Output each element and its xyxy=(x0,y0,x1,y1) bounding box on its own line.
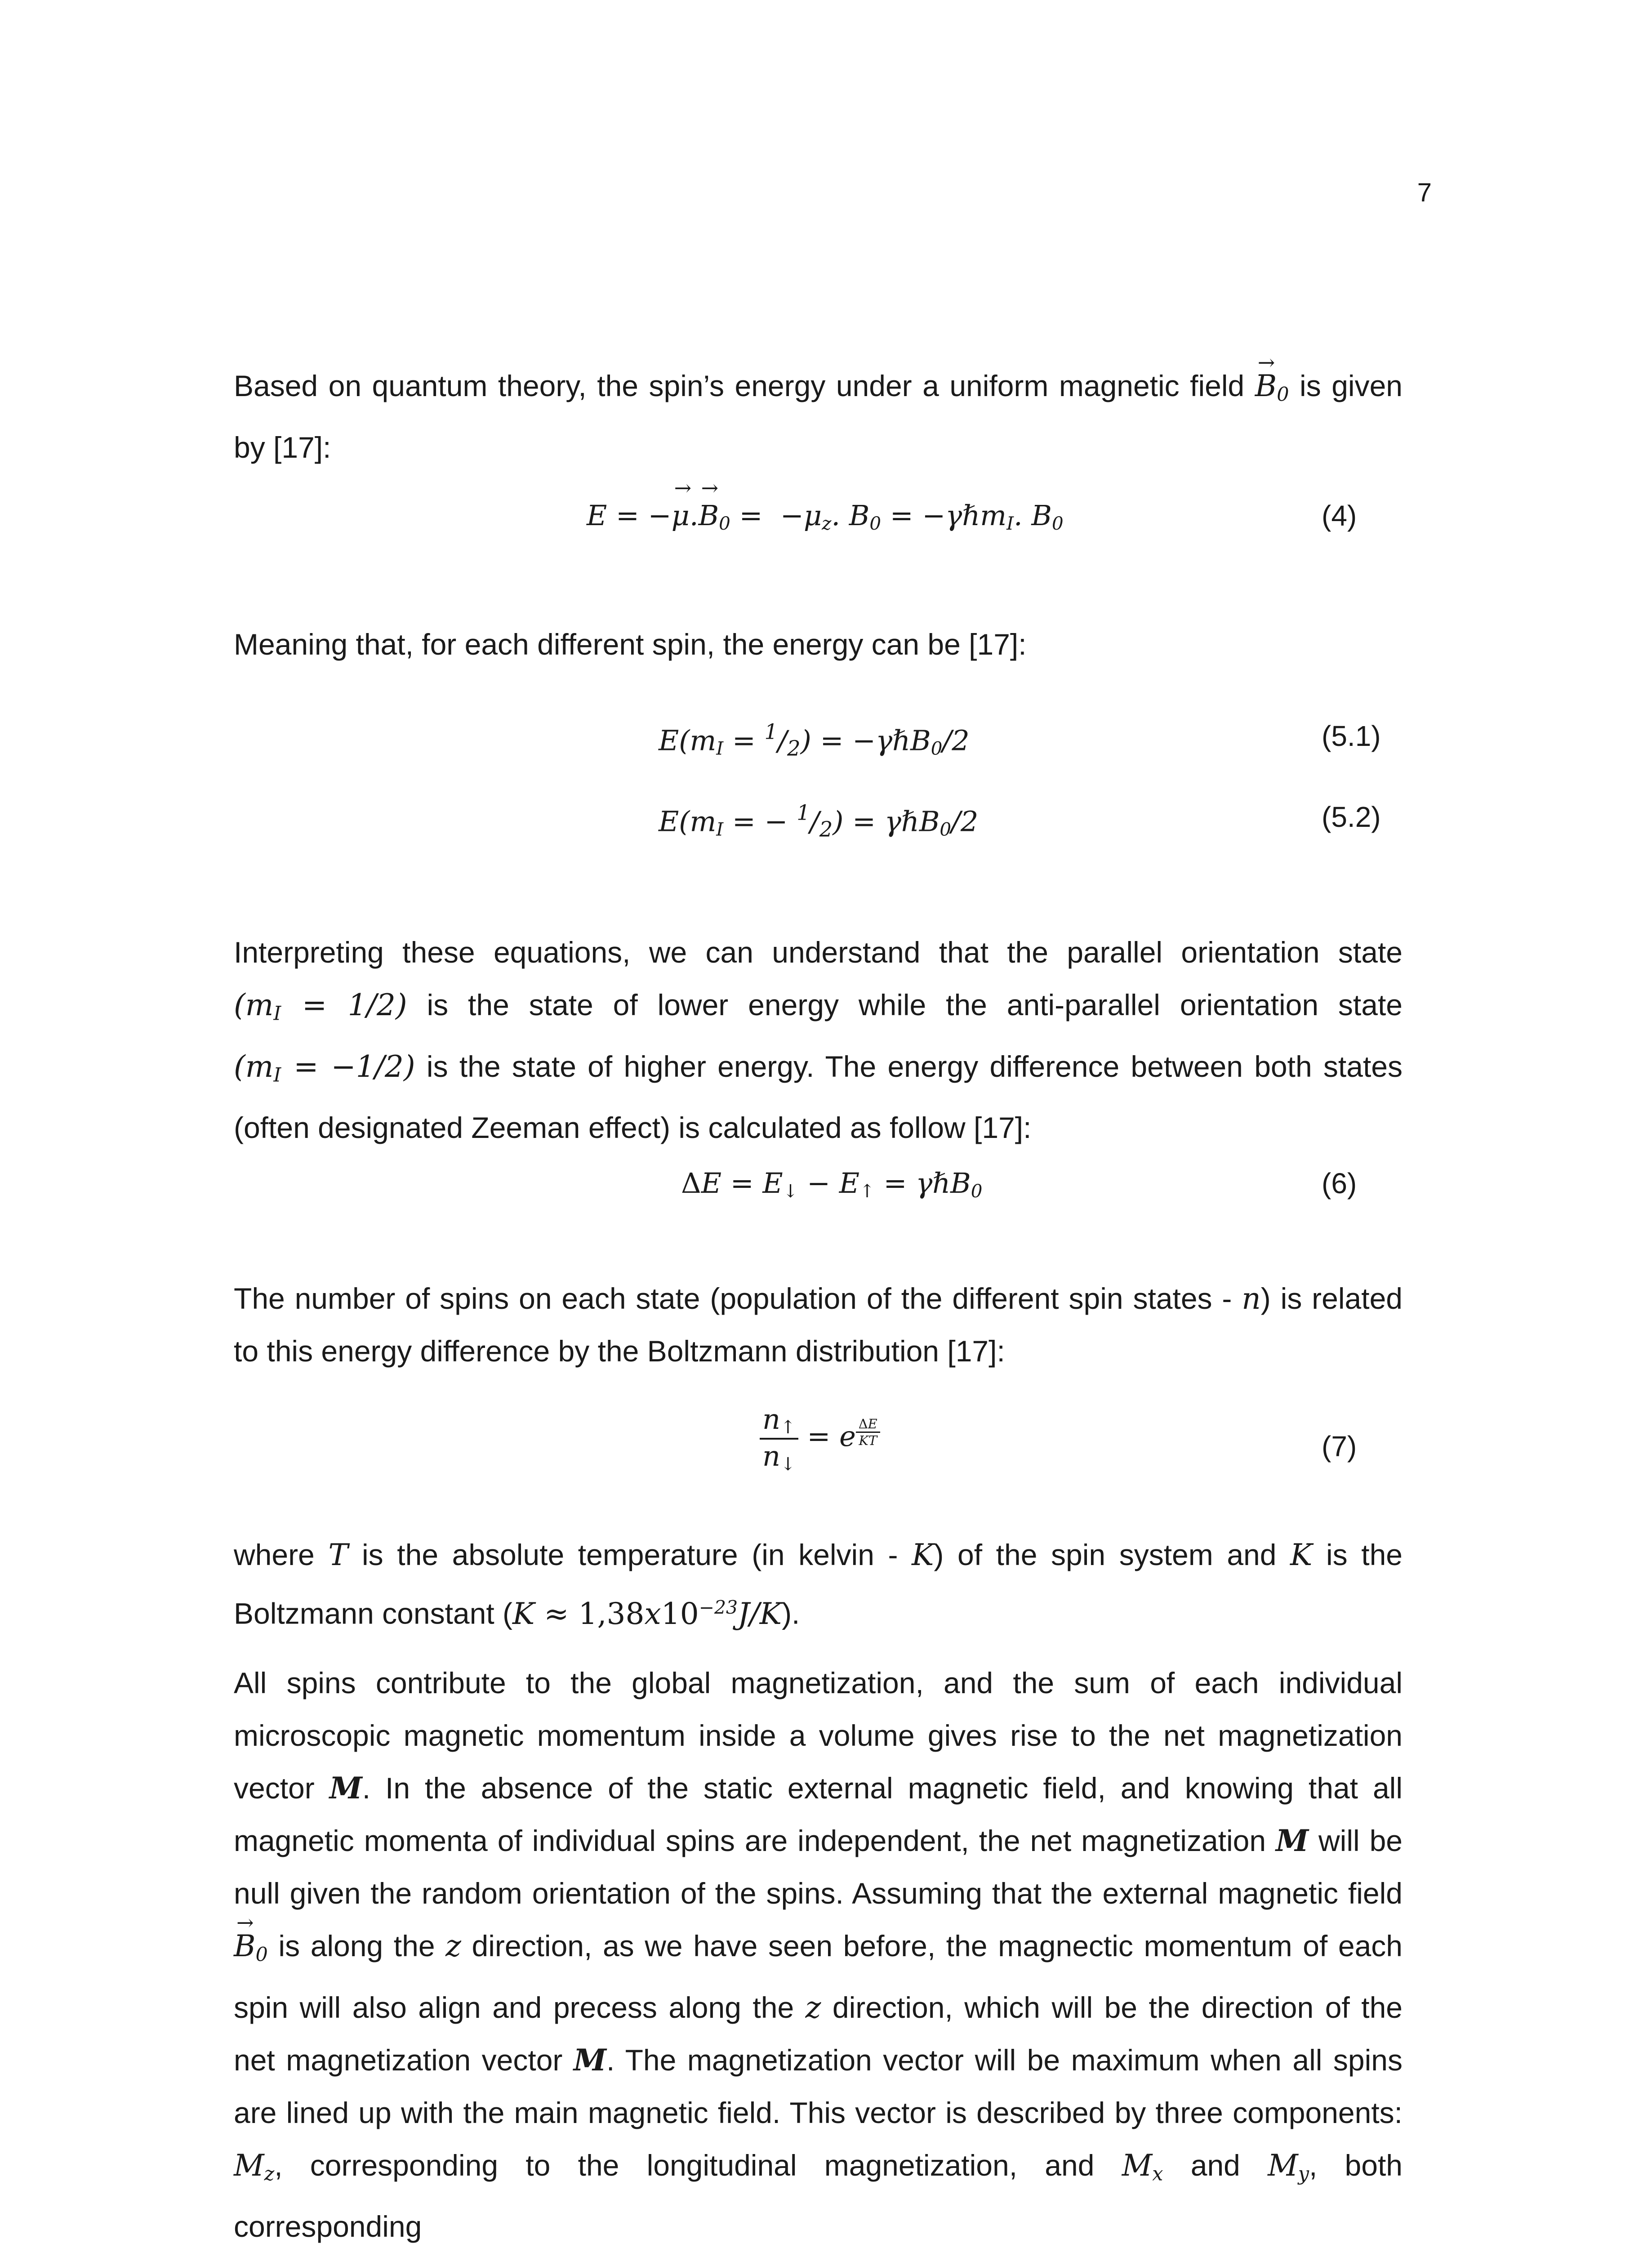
equation-5-2-body: $E(m_I$ = − $^1/_2$) = γℏB$_0$/2 xyxy=(659,800,979,842)
equation-4-number: (4) xyxy=(1322,500,1357,532)
equation-6 xyxy=(0,1167,1652,1221)
equation-5-2 xyxy=(0,800,1652,854)
equation-4 xyxy=(0,499,1652,553)
paragraph-magnetization: All spins contribute to the global magnetization, and the sum of each individual microscopic magnetic momentum inside a volume gives rise to the net magnetization vector M. In the absence of the static external magnetic field, and knowing that all magnetic momenta of individual spins are independent, the net magnetization M will be null given the random orientation of the spins. Assuming that the external magnetic field → $B_0$ is along the z direction, as we have seen before, the magnectic momentum of each spin will also align and precess along the z direction, which will be the direction of the net magnetization vector M. The magnetization vector will be maximum when all spins are lined up with the main magnetic field. This vector is described by three components: $M_z$, corresponding to the longitudinal magnetization, and $M_x$ and $M_y$, both corresponding xyxy=(234,1657,1403,2248)
equation-4-body: E = −→ $\mu.\to B_0 = -\mu_z$. $B_0$ = −γℏm$_I$. $B_0$ xyxy=(587,499,1064,534)
equation-7-body: $\frac{n_↑}{n_↓}$ = e $^{\frac{\Delta E}{KT}}$ xyxy=(760,1403,880,1475)
equation-7 xyxy=(0,1403,1652,1493)
paragraph-boltzmann: The number of spins on each state (population of the different spin states - n) is related to this energy difference by the Boltzmann distribution [17]: xyxy=(234,1281,1403,1368)
equation-7-number: (7) xyxy=(1322,1430,1357,1463)
paragraph-energy-intro: Meaning that, for each different spin, the energy can be [17]: xyxy=(234,628,1027,661)
paragraph-intro: Based on quantum theory, the spin’s energy under a uniform magnetic field → $B_0$ is given by [17]: xyxy=(234,360,1403,474)
equation-5-1-body: $E(m_I = ^1/_2)$ = −γℏB$_0$/2 xyxy=(659,719,970,761)
page-number: 7 xyxy=(1417,178,1432,207)
equation-5-2-number: (5.2) xyxy=(1322,801,1381,833)
equation-5-1-number: (5.1) xyxy=(1322,720,1381,752)
equation-6-number: (6) xyxy=(1322,1167,1357,1200)
paragraph-temperature: where T is the absolute temperature (in kelvin - K) of the spin system and K is the Boltzmann constant $(K \approx 1,38x10^{-23}J/K)$. xyxy=(234,1538,1403,1631)
equation-5-1 xyxy=(0,719,1652,773)
equation-6-body: $\Delta E = E_↓ - E_↑$ = γℏB$_0$ xyxy=(681,1167,983,1202)
paragraph-interpretation: Interpreting these equations, we can understand that the parallel orientation state $(m_I = 1/2)$ is the state of lower energy while the anti-parallel orientation state $(m_I = -1/2)$ is the state of higher energy. The energy difference between both states (often designated Zeeman effect) is calculated as follow [17]: xyxy=(234,936,1403,1145)
